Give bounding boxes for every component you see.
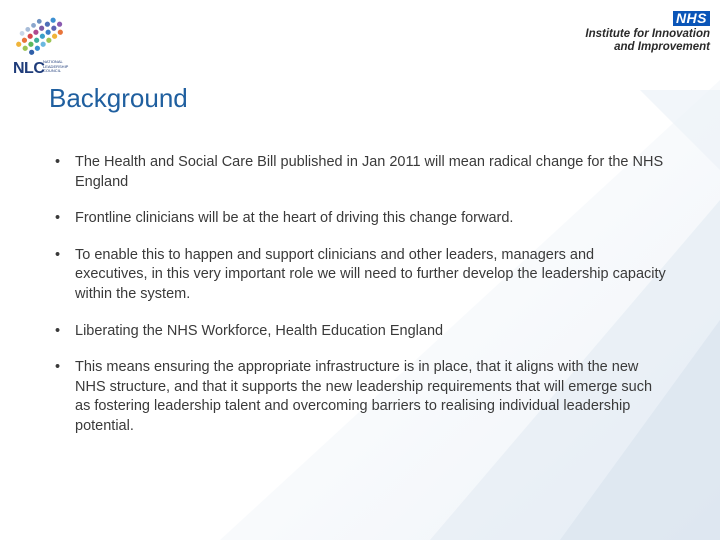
nhs-badge: NHS bbox=[673, 11, 710, 26]
bullet-text: To enable this to happen and support clinicians and other leaders, managers and executives, in this very important role we will need to further develop the leadership capacity within the system. bbox=[75, 246, 666, 302]
nlc-acronym: NLC bbox=[13, 60, 45, 77]
bullet-item bbox=[55, 209, 670, 229]
bullet-item bbox=[55, 246, 670, 305]
bullet-text: The Health and Social Care Bill published in Jan 2011 will mean radical change for the NHS England bbox=[75, 154, 664, 190]
nlc-logo bbox=[10, 10, 90, 77]
bullet-text: Frontline clinicians will be at the heart of driving this change forward. bbox=[75, 210, 514, 227]
nhs-institute-line1: Institute for Innovation bbox=[585, 28, 710, 40]
bullet-item bbox=[55, 153, 670, 192]
nhs-institute-line2: and Improvement bbox=[614, 41, 710, 53]
bullet-list bbox=[55, 153, 670, 454]
bullet-text: Liberating the NHS Workforce, Health Education England bbox=[75, 322, 444, 339]
nhs-institute-logo bbox=[560, 10, 710, 54]
slide-title: Background bbox=[49, 83, 188, 113]
nlc-subtitle: NATIONAL LEADERSHIP COUNCIL bbox=[43, 59, 69, 74]
nlc-dots-icon bbox=[10, 10, 72, 62]
bullet-marker: • bbox=[55, 154, 61, 170]
bullet-marker: • bbox=[55, 246, 61, 263]
bullet-marker: • bbox=[55, 322, 61, 339]
bullet-marker: • bbox=[55, 359, 61, 376]
bullet-text: This means ensuring the appropriate infrastructure is in place, that it aligns with the new NHS structure, and that it supports the new leadership requirements that will emerge such as fostering leadership talent and overcoming barriers to realising individual leadership potential. bbox=[75, 359, 653, 434]
bullet-item bbox=[55, 322, 670, 342]
bullet-marker: • bbox=[55, 210, 61, 227]
bullet-item bbox=[55, 358, 670, 436]
